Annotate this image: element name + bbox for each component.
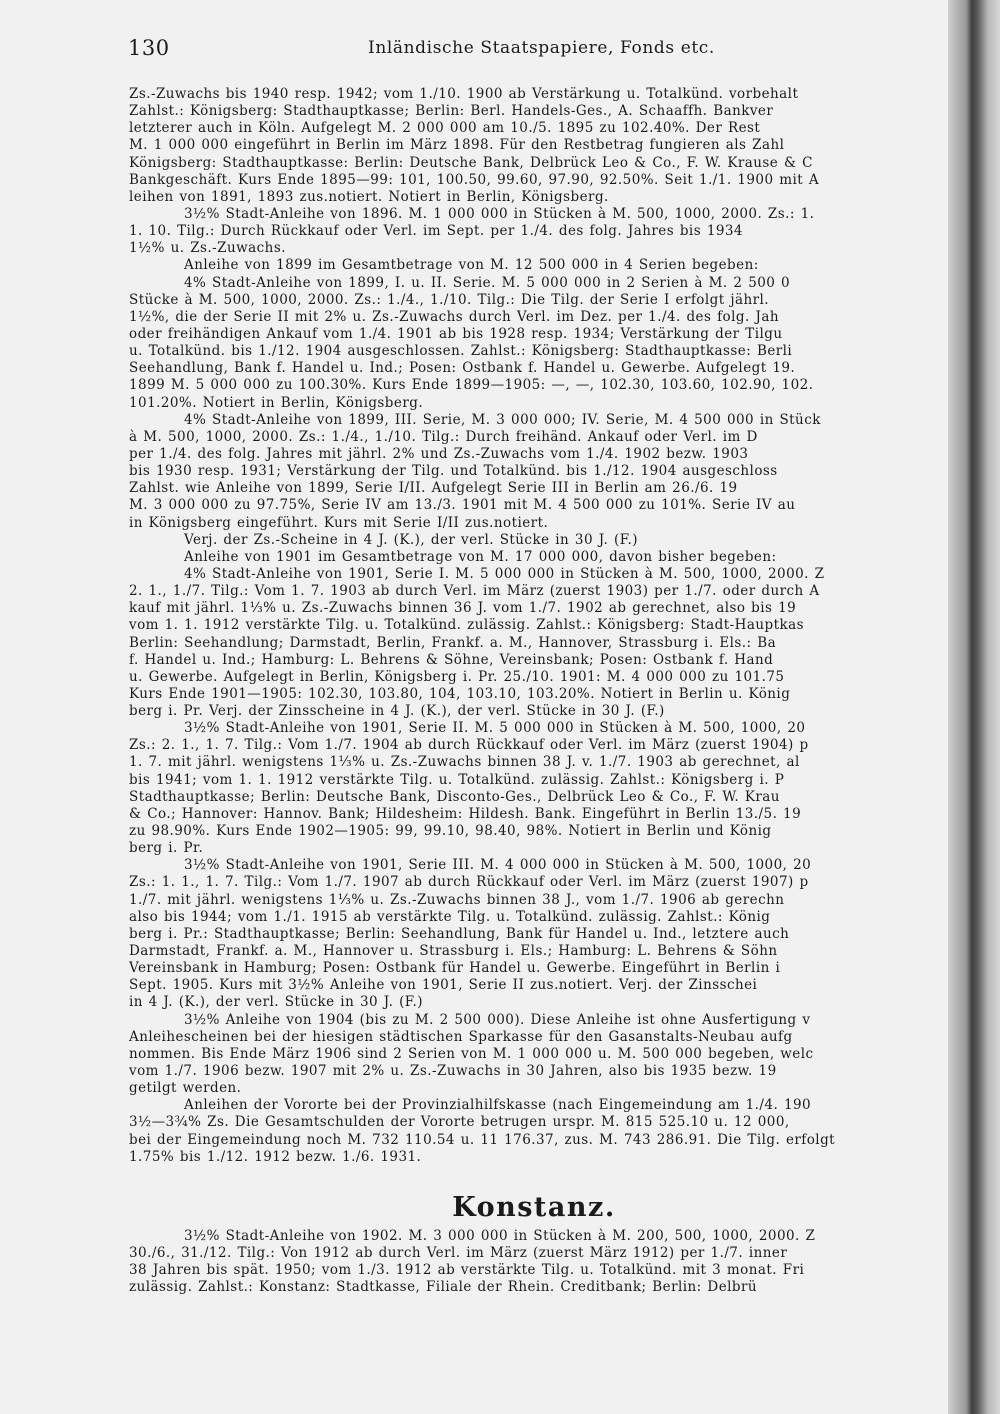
text-line: berg i. Pr. Verj. der Zinsscheine in 4 J. (K.), der verl. Stücke in 30 J. (F.)	[129, 703, 665, 720]
text-line: 3½% Stadt-Anleihe von 1901, Serie II. M. 5 000 000 in Stücken à M. 500, 1000, 20	[184, 720, 806, 737]
text-line: 1./7. mit jährl. wenigstens 1⅓% u. Zs.-Zuwachs binnen 38 J., vom 1./7. 1906 ab gerechn	[129, 891, 785, 908]
text-line: Verj. der Zs.-Scheine in 4 J. (K.), der verl. Stücke in 30 J. (F.)	[184, 531, 638, 548]
running-head: Inländische Staatspapiere, Fonds etc.	[368, 38, 715, 58]
text-line: 1½%, die der Serie II mit 2% u. Zs.-Zuwachs durch Verl. im Dez. per 1./4. des folg. Jah	[129, 308, 779, 325]
section-text-line: zulässig. Zahlst.: Konstanz: Stadtkasse, Filiale der Rhein. Creditbank; Berlin: Delbrü	[129, 1279, 758, 1296]
text-line: 4% Stadt-Anleihe von 1899, III. Serie, M. 3 000 000; IV. Serie, M. 4 500 000 in Stück	[184, 411, 821, 428]
book-gutter	[948, 0, 1000, 1414]
text-line: nommen. Bis Ende März 1906 sind 2 Serien von M. 1 000 000 u. M. 500 000 begeben, welc	[129, 1045, 814, 1062]
text-line: per 1./4. des folg. Jahres mit jährl. 2% und Zs.-Zuwachs vom 1./4. 1902 bezw. 1903	[129, 445, 749, 462]
text-line: bis 1930 resp. 1931; Verstärkung der Tilg. und Totalkünd. bis 1./12. 1904 ausgeschloss	[129, 463, 778, 480]
text-line: Berlin: Seehandlung; Darmstadt, Berlin, Frankf. a. M., Hannover, Strassburg i. Els.: Ba	[129, 634, 777, 651]
text-line: berg i. Pr.: Stadthauptkasse; Berlin: Seehandlung, Bank für Handel u. Ind., letztere auch	[129, 925, 790, 942]
text-line: 3½% Stadt-Anleihe von 1901, Serie III. M. 4 000 000 in Stücken à M. 500, 1000, 20	[184, 857, 812, 874]
text-line: 1.75% bis 1./12. 1912 bezw. 1./6. 1931.	[129, 1148, 422, 1165]
page-number: 130	[128, 36, 170, 60]
text-line: letzterer auch in Köln. Aufgelegt M. 2 000 000 am 10./5. 1895 zu 102.40%. Der Rest	[129, 120, 761, 137]
text-line: Zs.: 1. 1., 1. 7. Tilg.: Vom 1./7. 1907 ab durch Rückkauf oder Verl. im März (zuerst 1907) p	[129, 874, 809, 891]
text-line: vom 1./7. 1906 bezw. 1907 mit 2% u. Zs.-Zuwachs in 30 Jahren, also bis 1935 bezw. 19	[129, 1063, 777, 1080]
text-line: also bis 1944; vom 1./1. 1915 ab verstärkte Tilg. u. Totalkünd. zulässig. Zahlst.: König	[129, 908, 771, 925]
text-line: 3½% Stadt-Anleihe von 1896. M. 1 000 000 in Stücken à M. 500, 1000, 2000. Zs.: 1.	[184, 205, 815, 222]
text-line: Anleihen der Vororte bei der Provinzialhilfskasse (nach Eingemeindung am 1./4. 190	[184, 1097, 812, 1114]
text-line: à M. 500, 1000, 2000. Zs.: 1./4., 1./10. Tilg.: Durch freihänd. Ankauf oder Verl. im D	[129, 428, 758, 445]
text-line: & Co.; Hannover: Hannov. Bank; Hildesheim: Hildesh. Bank. Eingeführt in Berlin 13./5. 19	[129, 805, 802, 822]
text-line: Zs.-Zuwachs bis 1940 resp. 1942; vom 1./10. 1900 ab Verstärkung u. Totalkünd. vorbehalt	[129, 86, 799, 102]
text-line: f. Handel u. Ind.; Hamburg: L. Behrens & Söhne, Vereinsbank; Posen: Ostbank f. Hand	[129, 651, 774, 668]
text-line: Stücke à M. 500, 1000, 2000. Zs.: 1./4., 1./10. Tilg.: Die Tilg. der Serie I erfolgt jährl.	[129, 291, 770, 308]
text-line: in 4 J. (K.), der verl. Stücke in 30 J. (F.)	[129, 994, 423, 1011]
text-line: Darmstadt, Frankf. a. M., Hannover u. Strassburg i. Els.; Hamburg: L. Behrens & Söhn	[129, 943, 778, 960]
text-line: bis 1941; vom 1. 1. 1912 verstärkte Tilg. u. Totalkünd. zulässig. Zahlst.: Königsberg i. P	[129, 771, 785, 788]
text-line: 1½% u. Zs.-Zuwachs.	[129, 240, 286, 257]
text-line: u. Totalkünd. bis 1./12. 1904 ausgeschlossen. Zahlst.: Königsberg: Stadthauptkasse: Berli	[129, 343, 793, 360]
text-line: berg i. Pr.	[129, 840, 204, 857]
text-line: bei der Eingemeindung noch M. 732 110.54 u. 11 176.37, zus. M. 743 286.91. Die Tilg. erfolgt	[129, 1131, 836, 1148]
text-line: 2. 1., 1./7. Tilg.: Vom 1. 7. 1903 ab durch Verl. im März (zuerst 1903) per 1./7. oder durch A	[129, 583, 820, 600]
text-line: Zs.: 2. 1., 1. 7. Tilg.: Vom 1./7. 1904 ab durch Rückkauf oder Verl. im März (zuerst 1904) p	[129, 737, 809, 754]
text-line: 1. 10. Tilg.: Durch Rückkauf oder Verl. im Sept. per 1./4. des folg. Jahres bis 1934	[129, 223, 743, 240]
text-line: in Königsberg eingeführt. Kurs mit Serie I/II zus.notiert.	[129, 514, 549, 531]
text-line: zu 98.90%. Kurs Ende 1902—1905: 99, 99.10, 98.40, 98%. Notiert in Berlin und König	[129, 823, 772, 840]
section-text-line: 38 Jahren bis spät. 1950; vom 1./3. 1912 ab verstärkte Tilg. u. Totalkünd. mit 3 monat. Fri	[129, 1262, 805, 1279]
text-line: Stadthauptkasse; Berlin: Deutsche Bank, Disconto-Ges., Delbrück Leo & Co., F. W. Krau	[129, 788, 780, 805]
text-line: kauf mit jährl. 1⅓% u. Zs.-Zuwachs binnen 36 J. vom 1./7. 1902 ab gerechnet, also bis 19	[129, 600, 797, 617]
section-title: Konstanz.	[452, 1191, 616, 1223]
text-line: 1899 M. 5 000 000 zu 100.30%. Kurs Ende 1899—1905: —, —, 102.30, 103.60, 102.90, 102.	[129, 377, 814, 394]
section-spacer	[129, 1166, 939, 1188]
text-line: oder freihändigen Ankauf vom 1./4. 1901 ab bis 1928 resp. 1934; Verstärkung der Tilgu	[129, 325, 783, 342]
text-line: 3½—3¾% Zs. Die Gesamtschulden der Vororte betrugen urspr. M. 815 525.10 u. 12 000,	[129, 1114, 790, 1131]
text-line: leihen von 1891, 1893 zus.notiert. Notiert in Berlin, Königsberg.	[129, 188, 609, 205]
text-line: getilgt werden.	[129, 1080, 242, 1097]
text-line: Bankgeschäft. Kurs Ende 1895—99: 101, 100.50, 99.60, 97.90, 92.50%. Seit 1./1. 1900 mit A	[129, 171, 820, 188]
text-line: M. 1 000 000 eingeführt in Berlin im März 1898. Für den Restbetrag fungieren als Zahl	[129, 137, 785, 154]
text-line: Anleihe von 1901 im Gesamtbetrage von M. 17 000 000, davon bisher begeben:	[184, 548, 777, 565]
text-line: Königsberg: Stadthauptkasse: Berlin: Deutsche Bank, Delbrück Leo & Co., F. W. Krause & C	[129, 154, 813, 171]
text-line: Zahlst. wie Anleihe von 1899, Serie I/II. Aufgelegt Serie III in Berlin am 26./6. 19	[129, 480, 738, 497]
text-line: 3½% Anleihe von 1904 (bis zu M. 2 500 000). Diese Anleihe ist ohne Ausfertigung v	[184, 1011, 811, 1028]
text-line: Zahlst.: Königsberg: Stadthauptkasse; Berlin: Berl. Handels-Ges., A. Schaaffh. Bankver	[129, 103, 774, 120]
text-line: 1. 7. mit jährl. wenigstens 1⅓% u. Zs.-Zuwachs binnen 38 J. v. 1./7. 1903 ab gerechnet, al	[129, 754, 800, 771]
section-text-line: 3½% Stadt-Anleihe von 1902. M. 3 000 000 in Stücken à M. 200, 500, 1000, 2000. Z	[184, 1227, 816, 1244]
text-line: Anleihescheinen bei der hiesigen städtischen Sparkasse für den Gasanstalts-Neubau aufg	[129, 1028, 793, 1045]
text-line: Anleihe von 1899 im Gesamtbetrage von M. 12 500 000 in 4 Serien begeben:	[184, 257, 759, 274]
text-line: Vereinsbank in Hamburg; Posen: Ostbank für Handel u. Gewerbe. Eingeführt in Berlin i	[129, 960, 781, 977]
text-body	[129, 86, 939, 1296]
text-line: 4% Stadt-Anleihe von 1899, I. u. II. Serie. M. 5 000 000 in 2 Serien à M. 2 500 0	[184, 274, 791, 291]
text-line: M. 3 000 000 zu 97.75%, Serie IV am 13./3. 1901 mit M. 4 500 000 zu 101%. Serie IV au	[129, 497, 796, 514]
text-line: u. Gewerbe. Aufgelegt in Berlin, Königsberg i. Pr. 25./10. 1901: M. 4 000 000 zu 101.75	[129, 668, 785, 685]
text-line: Seehandlung, Bank f. Handel u. Ind.; Posen: Ostbank f. Handel u. Gewerbe. Aufgelegt 19.	[129, 360, 796, 377]
section-text-line: 30./6., 31./12. Tilg.: Von 1912 ab durch Verl. im März (zuerst März 1912) per 1./7. inner	[129, 1245, 788, 1261]
text-line: Sept. 1905. Kurs mit 3½% Anleihe von 1901, Serie II zus.notiert. Verj. der Zinsschei	[129, 977, 758, 994]
text-line: vom 1. 1. 1912 verstärkte Tilg. u. Totalkünd. zulässig. Zahlst.: Königsberg: Stadt-Hauptkas	[129, 617, 804, 634]
text-line: Kurs Ende 1901—1905: 102.30, 103.80, 104, 103.10, 103.20%. Notiert in Berlin u. König	[129, 685, 791, 702]
page-header	[128, 36, 948, 66]
text-line: 4% Stadt-Anleihe von 1901, Serie I. M. 5 000 000 in Stücken à M. 500, 1000, 2000. Z	[184, 565, 825, 582]
text-line: 101.20%. Notiert in Berlin, Königsberg.	[129, 394, 424, 411]
